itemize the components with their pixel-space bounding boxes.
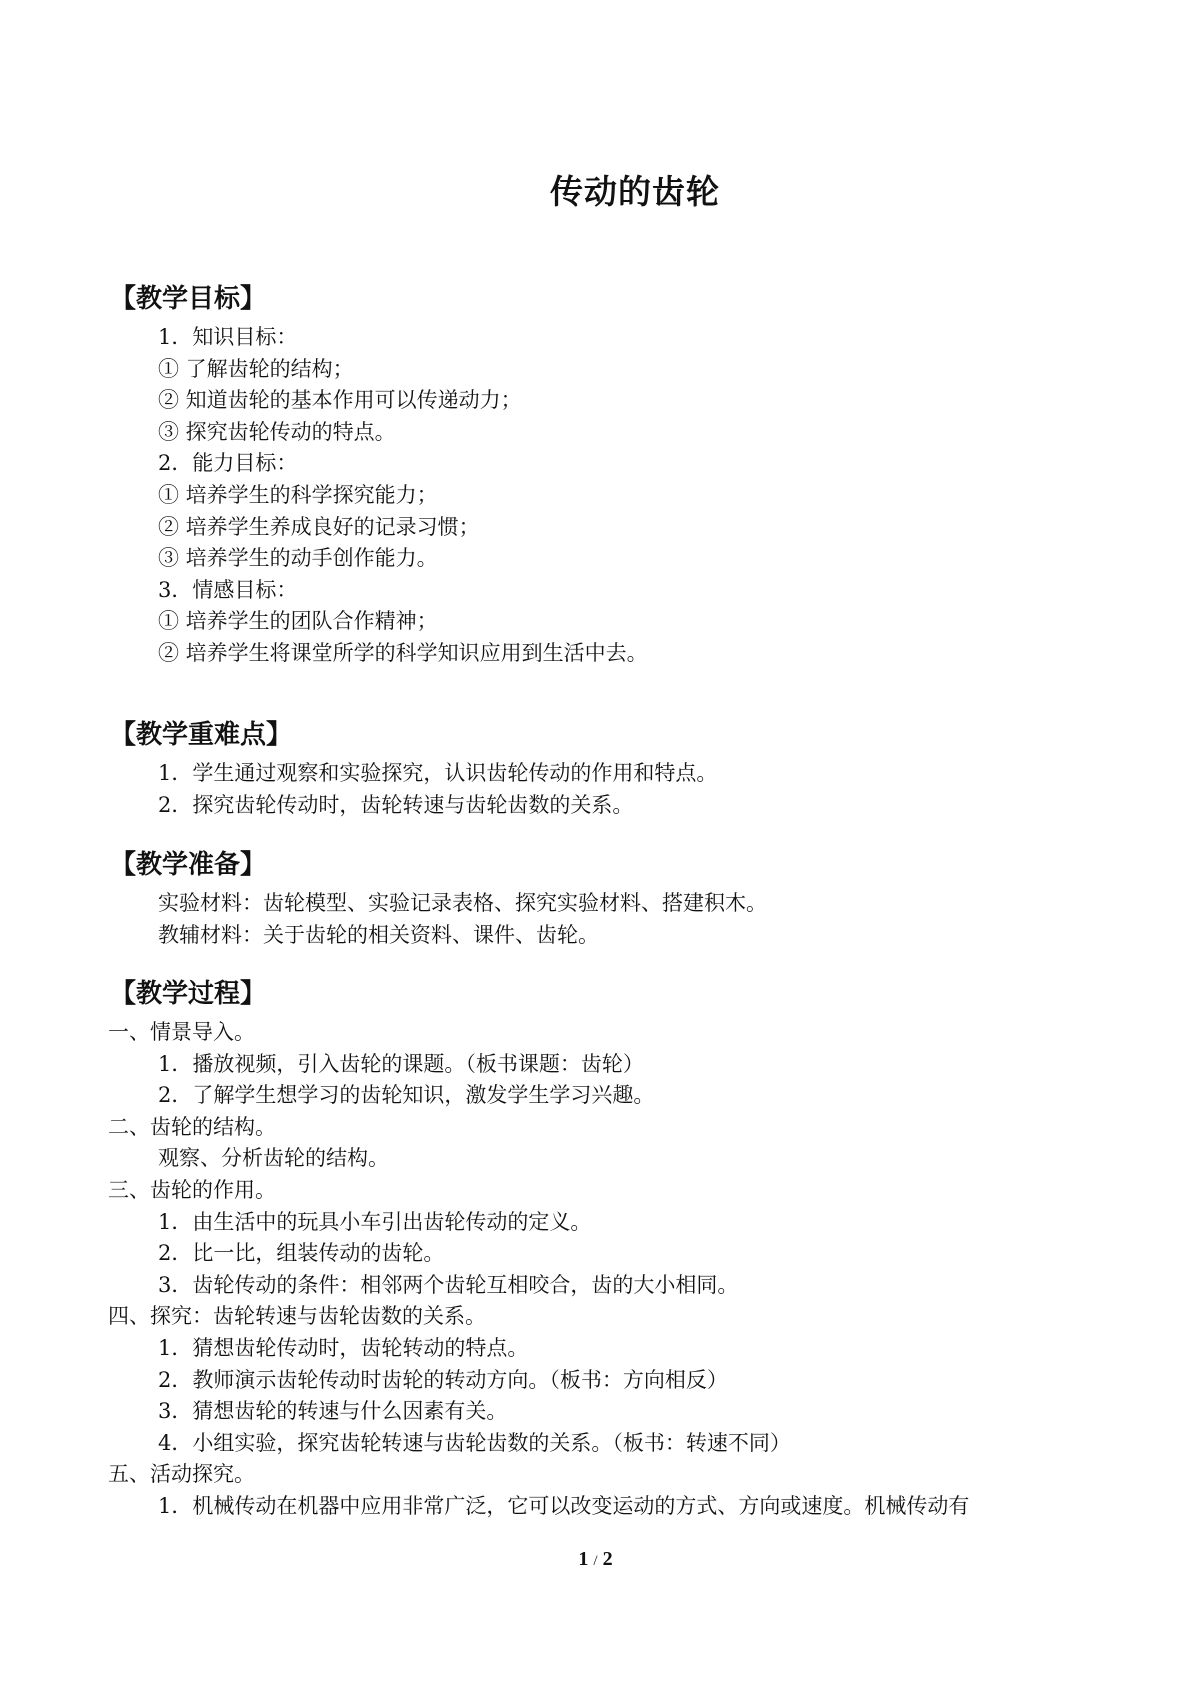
process-line: 1．由生活中的玩具小车引出齿轮传动的定义。 [158, 1209, 592, 1234]
section-key-points [108, 717, 1108, 821]
process-line: 1．猜想齿轮传动时，齿轮转动的特点。 [158, 1335, 529, 1360]
current-page-number: 1 [578, 1548, 589, 1570]
process-step-heading: 五、活动探究。 [108, 1462, 255, 1487]
goals-line: 2．能力目标： [158, 451, 298, 476]
preparation-line: 教辅材料：关于齿轮的相关资料、课件、齿轮。 [158, 922, 599, 947]
goals-line: ① 培养学生的科学探究能力； [158, 482, 438, 507]
goals-list [108, 322, 1108, 670]
key-points-list [108, 758, 1108, 821]
section-teaching-goals [108, 281, 1108, 670]
section-heading-process: 【教学过程】 [110, 979, 267, 1009]
process-line: 1．播放视频，引入齿轮的课题。（板书课题：齿轮） [158, 1051, 644, 1076]
section-heading-goals: 【教学目标】 [110, 284, 267, 314]
process-line: 3．齿轮传动的条件：相邻两个齿轮互相咬合，齿的大小相同。 [158, 1272, 739, 1297]
page-number-separator: / [593, 1553, 598, 1569]
section-heading-key-points: 【教学重难点】 [110, 720, 293, 750]
process-step-heading: 一、情景导入。 [108, 1020, 255, 1044]
goals-line: ③ 探究齿轮传动的特点。 [158, 419, 396, 444]
process-line: 观察、分析齿轮的结构。 [158, 1146, 389, 1171]
process-step-heading: 二、齿轮的结构。 [108, 1114, 276, 1139]
preparation-list [108, 888, 1108, 951]
document-title: 传动的齿轮 [550, 172, 720, 211]
process-line: 2．比一比，组装传动的齿轮。 [158, 1241, 445, 1266]
process-step-heading: 四、探究：齿轮转速与齿轮齿数的关系。 [108, 1304, 486, 1329]
page-number [0, 1546, 1191, 1574]
process-line: 2．教师演示齿轮传动时齿轮的转动方向。（板书：方向相反） [158, 1367, 728, 1392]
preparation-line: 实验材料：齿轮模型、实验记录表格、探究实验材料、搭建积木。 [158, 891, 767, 915]
process-line: 1．机械传动在机器中应用非常广泛，它可以改变运动的方式、方向或速度。机械传动有 [158, 1493, 970, 1518]
key-points-line: 2．探究齿轮传动时，齿轮转速与齿轮齿数的关系。 [158, 792, 634, 817]
goals-line: 3．情感目标： [158, 577, 298, 602]
goals-line: ③ 培养学生的动手创作能力。 [158, 546, 438, 571]
section-preparation [108, 847, 1108, 951]
goals-line: ② 培养学生养成良好的记录习惯； [158, 514, 480, 539]
section-process [108, 976, 1108, 1523]
process-list [108, 1017, 1108, 1523]
process-line: 3．猜想齿轮的转速与什么因素有关。 [158, 1399, 508, 1424]
process-line: 4．小组实验，探究齿轮转速与齿轮齿数的关系。（板书：转速不同） [158, 1430, 791, 1455]
goals-line: ① 培养学生的团队合作精神； [158, 609, 438, 634]
goals-line: ② 培养学生将课堂所学的科学知识应用到生活中去。 [158, 640, 648, 665]
key-points-line: 1．学生通过观察和实验探究，认识齿轮传动的作用和特点。 [158, 761, 718, 785]
section-heading-preparation: 【教学准备】 [110, 850, 267, 880]
goals-line: ② 知道齿轮的基本作用可以传递动力； [158, 388, 522, 413]
total-page-number: 2 [602, 1548, 613, 1570]
process-step-heading: 三、齿轮的作用。 [108, 1177, 276, 1202]
goals-line: 1．知识目标： [158, 325, 298, 349]
process-line: 2．了解学生想学习的齿轮知识，激发学生学习兴趣。 [158, 1083, 655, 1108]
goals-line: ① 了解齿轮的结构； [158, 356, 354, 381]
